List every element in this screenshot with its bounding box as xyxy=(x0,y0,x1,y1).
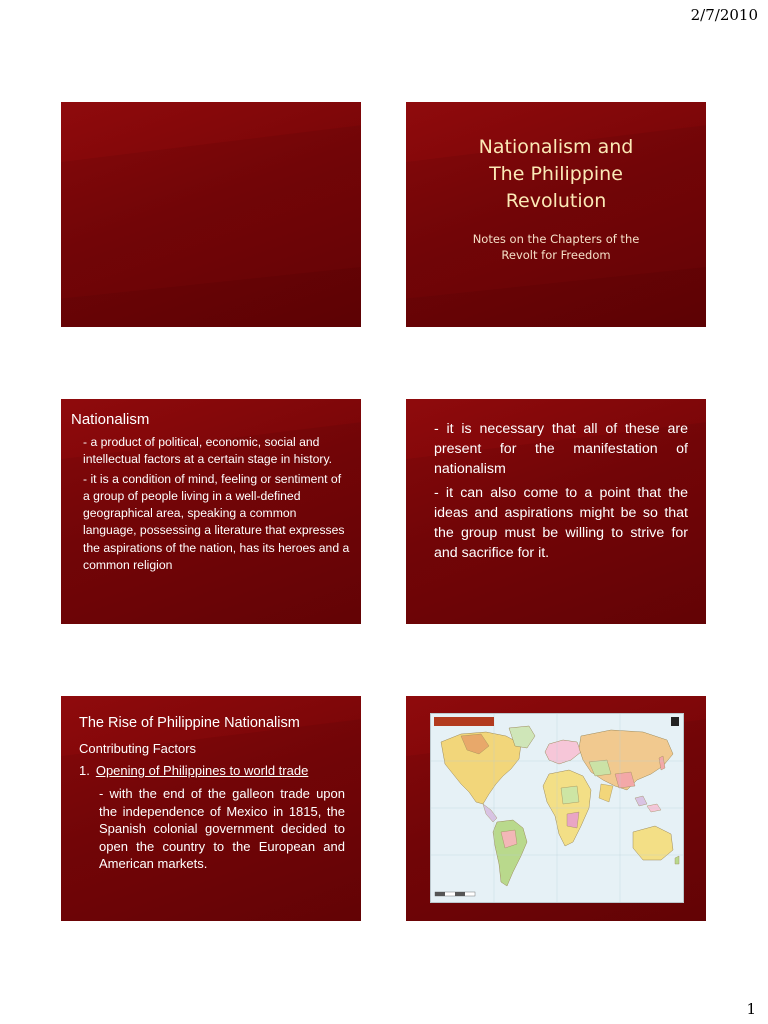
slide-nationalism-continued xyxy=(406,399,706,624)
item-number: 1. xyxy=(79,763,90,778)
world-map-graphic xyxy=(431,714,683,902)
slide-decoration xyxy=(61,267,361,327)
paragraph: - it can also come to a point that the ideas and aspirations might be so that the group must be willing to strive for and sacrifice for it. xyxy=(434,485,688,561)
item-description: - with the end of the galleon trade upon the independence of Mexico in 1815, the Spanish colonial government decided to open the country to the European and American markets. xyxy=(99,786,345,872)
item-text: Opening of Philippines to world trade xyxy=(95,763,309,778)
bullet-item: - a product of political, economic, social and intellectual factors at a certain stage in history. xyxy=(83,435,333,467)
page-date: 2/7/2010 xyxy=(690,6,758,24)
slide-subtitle-text: Notes on the Chapters of the Revolt for Freedom xyxy=(472,232,640,262)
bullet-list xyxy=(83,434,351,576)
slide-subheading: Contributing Factors xyxy=(79,741,197,756)
slide-decoration xyxy=(406,267,706,327)
slide-nationalism xyxy=(61,399,361,624)
slide-title xyxy=(406,102,706,327)
map-logo xyxy=(671,717,679,726)
slide-heading: The Rise of Philippine Nationalism xyxy=(79,715,300,731)
slide-title-text: Nationalism and The Philippine Revolution xyxy=(478,136,634,212)
bullet-item: - it is a condition of mind, feeling or sentiment of a group of people living in a well-defined geographical area, speaking a common language, possessing a literature that expresses the aspirations of the nation, has its heroes and a common religion xyxy=(83,471,350,573)
slide-rise-of-nationalism xyxy=(61,696,361,921)
world-map-image xyxy=(430,713,684,903)
page-number: 1 xyxy=(746,1000,756,1018)
map-title-banner xyxy=(434,717,494,726)
slide-world-map xyxy=(406,696,706,921)
slide-blank xyxy=(61,102,361,327)
slide-heading: Nationalism xyxy=(71,411,150,428)
paragraph: - it is necessary that all of these are present for the manifestation of nationalism xyxy=(434,421,688,477)
numbered-item xyxy=(79,763,308,778)
